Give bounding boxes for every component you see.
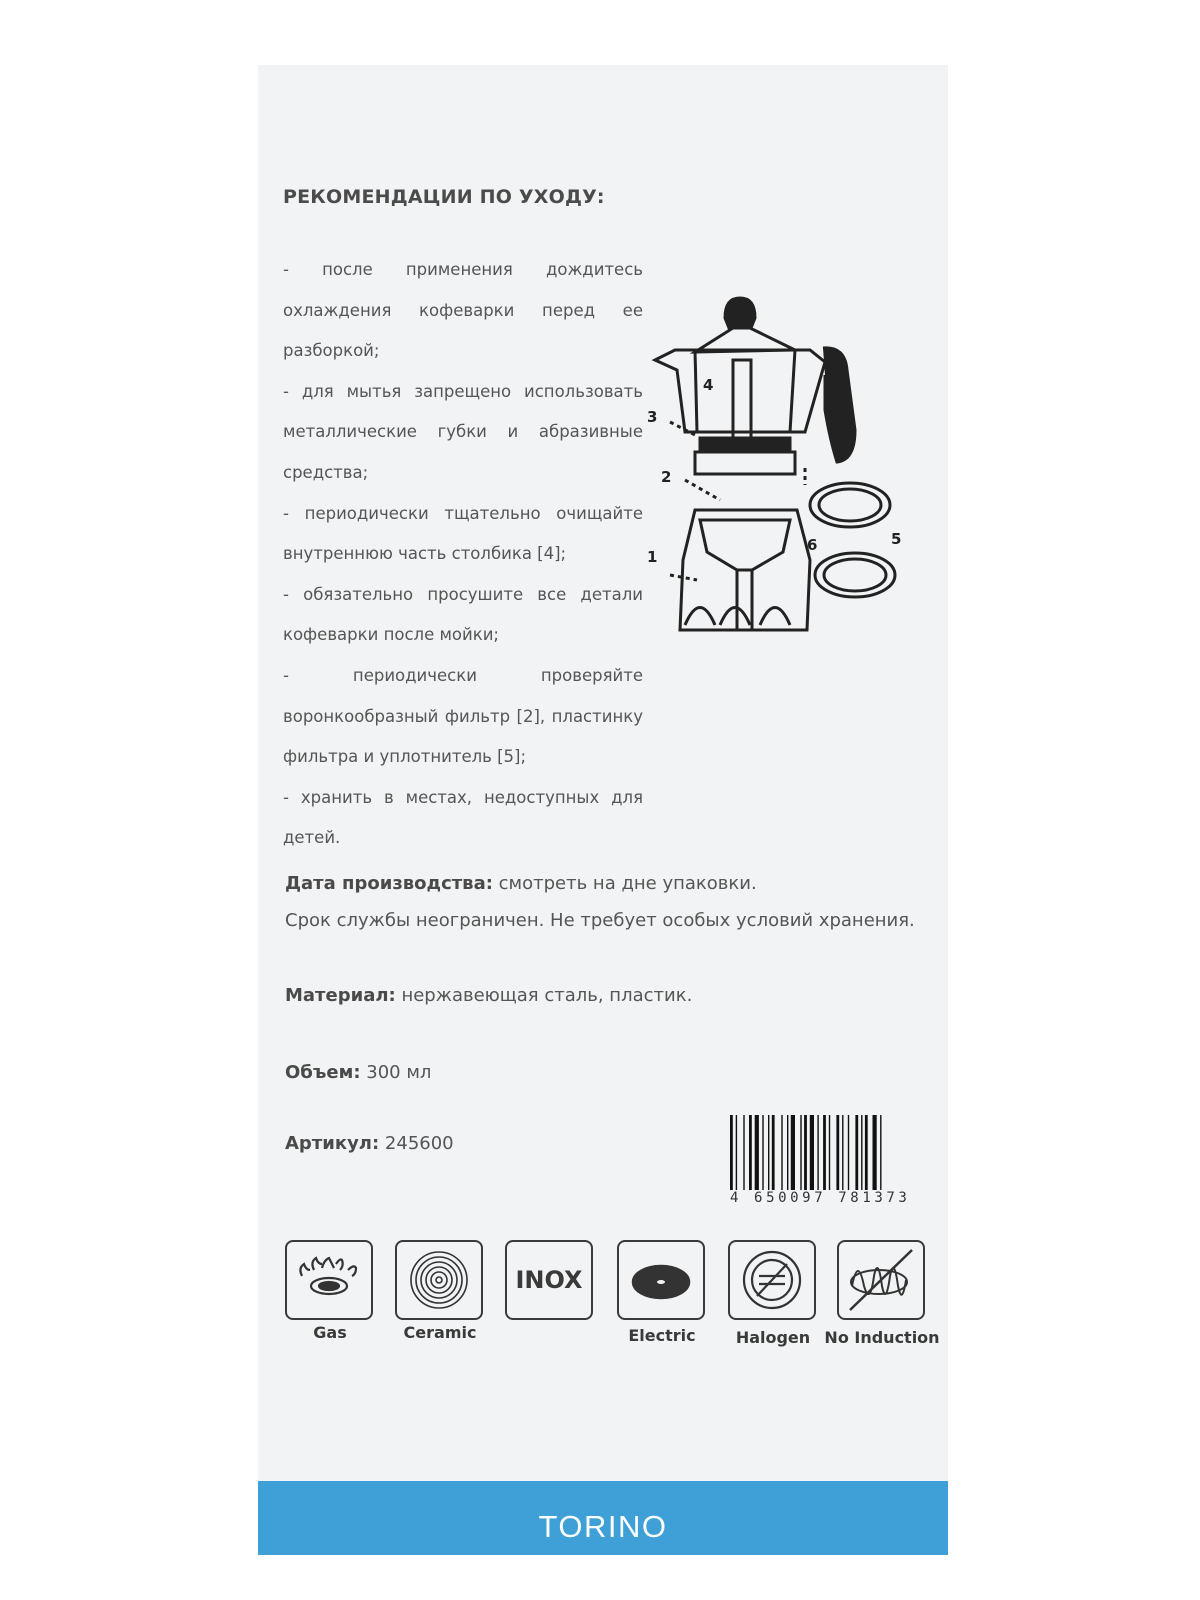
- halogen-hob-icon: [728, 1240, 816, 1320]
- ceramic-hob-icon: [395, 1240, 483, 1320]
- volume-line: [285, 1062, 431, 1083]
- production-date-label: Дата производства:: [285, 873, 493, 894]
- care-list: [283, 250, 643, 859]
- article-value: 245600: [379, 1133, 454, 1154]
- brand-name: TORINO: [538, 1509, 668, 1544]
- brand-bar: [258, 1481, 948, 1555]
- halogen-label: Halogen: [735, 1328, 811, 1347]
- material-value: нержавеющая сталь, пластик.: [395, 985, 693, 1006]
- article-line: [285, 1133, 454, 1154]
- service-life-line: Срок службы неограничен. Не требует особых условий хранения.: [285, 910, 915, 931]
- diagram-label: 3: [647, 408, 658, 426]
- production-date-line: [285, 873, 757, 894]
- volume-label: Объем:: [285, 1062, 361, 1083]
- article-label: Артикул:: [285, 1133, 380, 1154]
- diagram-label: 4: [703, 376, 714, 394]
- gas-burner-icon: [285, 1240, 373, 1320]
- diagram-label: 2: [661, 468, 672, 486]
- care-item: - периодически тщательно очищайте внутреннюю часть столбика [4];: [283, 503, 643, 564]
- diagram-label: 1: [647, 548, 658, 566]
- care-item: - хранить в местах, недоступных для детей.: [283, 787, 643, 848]
- volume-value: 300 мл: [360, 1062, 432, 1083]
- care-item: - для мытья запрещено использовать металлические губки и абразивные средства;: [283, 381, 643, 482]
- barcode-digits: 4 650097 781373: [730, 1190, 930, 1206]
- material-line: [285, 985, 692, 1006]
- no-induction-icon: [837, 1240, 925, 1320]
- gas-label: Gas: [313, 1323, 347, 1342]
- inox-label: INOX: [515, 1266, 583, 1294]
- electric-plate-icon: [617, 1240, 705, 1320]
- diagram-label: 6: [807, 536, 818, 554]
- diagram-label: 5: [891, 530, 902, 548]
- care-item: - обязательно просушите все детали кофеварки после мойки;: [283, 584, 643, 645]
- care-item: - после применения дождитесь охлаждения кофеварки перед ее разборкой;: [283, 260, 643, 361]
- electric-label: Electric: [628, 1326, 696, 1345]
- ceramic-label: Ceramic: [403, 1323, 477, 1342]
- care-item: - периодически проверяйте воронкообразный фильтр [2], пластинку фильтра и уплотнитель [5];: [283, 665, 643, 767]
- inox-icon: [505, 1240, 593, 1320]
- care-title: РЕКОМЕНДАЦИИ ПО УХОДУ:: [283, 186, 605, 208]
- no-induction-label: No Induction: [824, 1328, 940, 1347]
- coffee-maker-diagram: [647, 290, 935, 650]
- production-date-value: смотреть на дне упаковки.: [492, 873, 757, 894]
- material-label: Материал:: [285, 985, 396, 1006]
